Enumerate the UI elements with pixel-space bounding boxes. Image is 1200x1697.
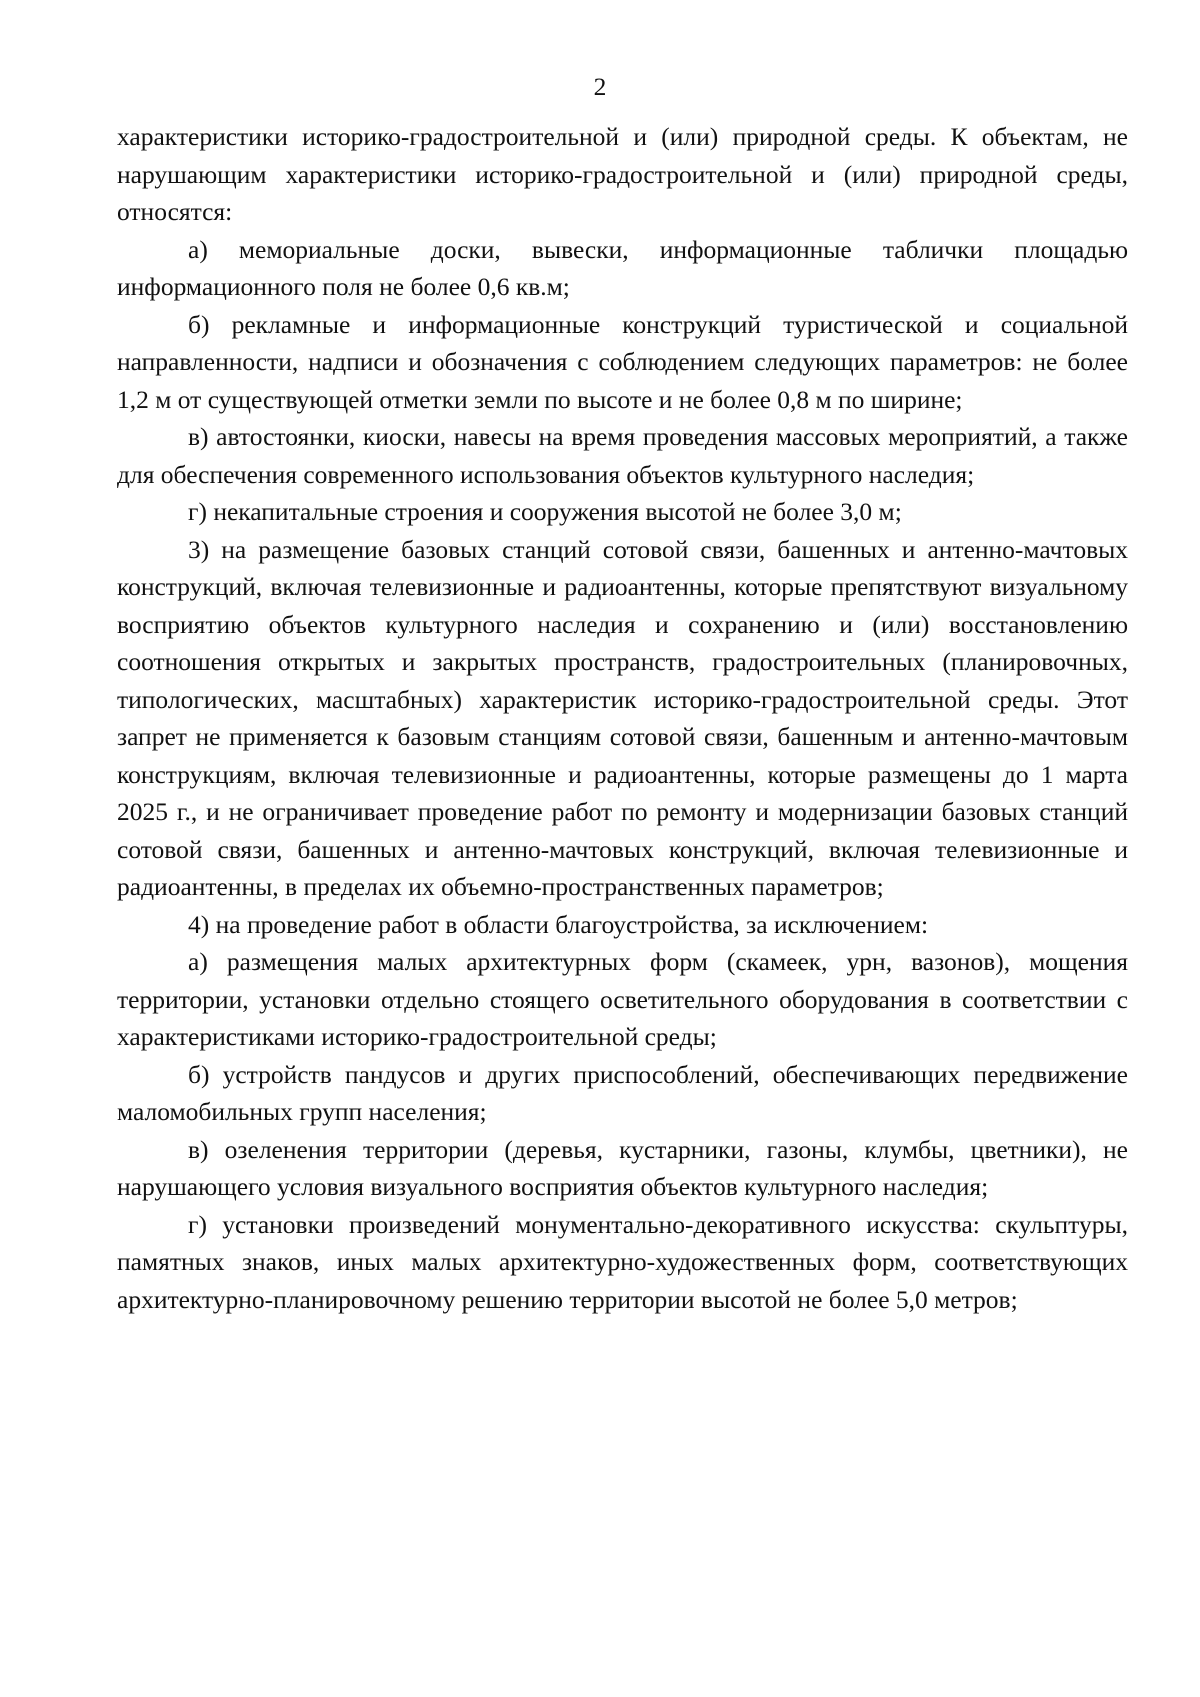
paragraph-item-a-memorial-plaques: а) мемориальные доски, вывески, информационные таблички площадью информационного поля не более 0,6 кв.м; <box>117 234 1128 301</box>
document-body <box>117 118 1128 1318</box>
paragraph-item-g-non-capital-buildings: г) некапитальные строения и сооружения высотой не более 3,0 м; <box>188 497 902 526</box>
paragraph-item-4-landscaping: 4) на проведение работ в области благоустройства, за исключением: <box>188 909 929 939</box>
page-number: 2 <box>593 72 607 101</box>
paragraph-item-b-advertising-structures: б) рекламные и информационные конструкций туристической и социальной направленности, надписи и обозначения с соблюдением следующих параметров: не более 1,2 м от существующей отметки земли по высоте и не более 0,8 м по ширине; <box>117 309 1128 414</box>
paragraph-continuation: характеристики историко-градостроительной и (или) природной среды. К объектам, не нарушающим характеристики историко-градостроительной и (или) природной среды, относятся: <box>117 122 1128 226</box>
paragraph-subitem-b-ramps: б) устройств пандусов и других приспособлений, обеспечивающих передвижение маломобильных групп населения; <box>117 1059 1128 1126</box>
paragraph-subitem-v-greening: в) озеленения территории (деревья, кустарники, газоны, клумбы, цветники), не нарушающего условия визуального восприятия объектов культурного наследия; <box>117 1134 1128 1201</box>
paragraph-item-3-base-stations: 3) на размещение базовых станций сотовой связи, башенных и антенно-мачтовых конструкций, включая телевизионные и радиоантенны, которые препятствуют визуальному восприятию объектов культурного наследия и сохранению и (или) восстановлению соотношения открытых и закрытых пространств, градостроительных (планировочных, типологических, масштабных) характеристик историко-градостроительной среды. Этот запрет не применяется к базовым станциям сотовой связи, башенным и антенно-мачтовым конструкциям, включая телевизионные и радиоантенны, которые размещены до 1 марта 2025 г., и не ограничивает проведение работ по ремонту и модернизации базовых станций сотовой связи, башенных и антенно-мачтовых конструкций, включая телевизионные и радиоантенны, в пределах их объемно-пространственных параметров; <box>117 534 1128 901</box>
paragraph-subitem-a-small-forms: а) размещения малых архитектурных форм (скамеек, урн, вазонов), мощения территории, установки отдельно стоящего осветительного оборудования в соответствии с характеристиками историко-градостроительной среды; <box>117 947 1128 1051</box>
paragraph-item-v-parking-kiosks: в) автостоянки, киоски, навесы на время проведения массовых мероприятий, а также для обеспечения современного использования объектов культурного наследия; <box>117 422 1128 489</box>
paragraph-subitem-g-monumental-art: г) установки произведений монументально-декоративного искусства: скульптуры, памятных знаков, иных малых архитектурно-художественных форм, соответствующих архитектурно-планировочному решению территории высотой не более 5,0 метров; <box>117 1209 1128 1314</box>
